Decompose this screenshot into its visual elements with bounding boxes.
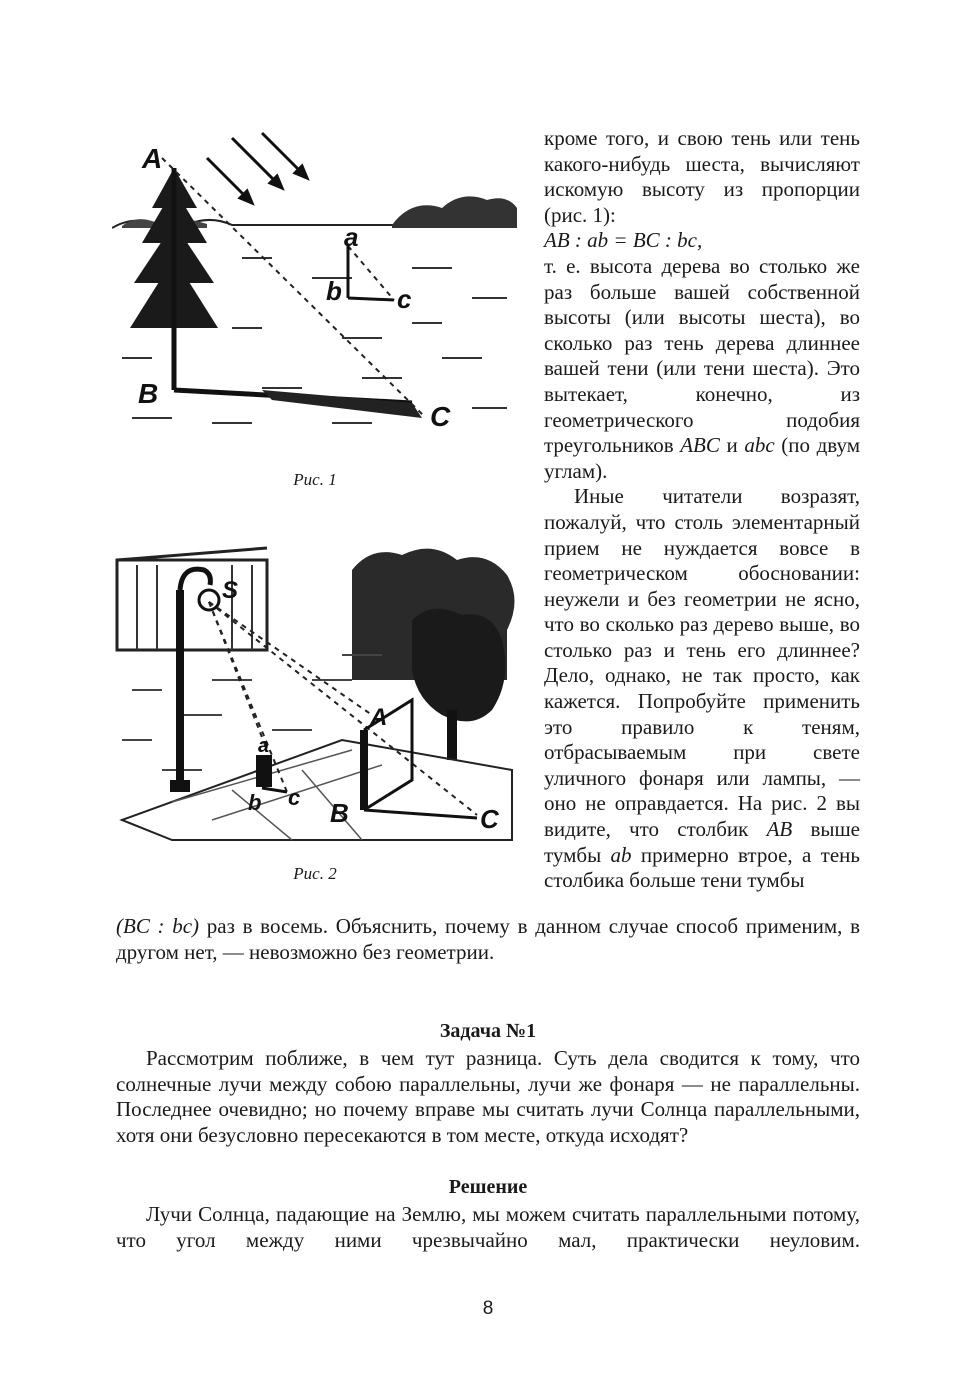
figure-1-drawing — [112, 128, 522, 438]
fig2-label-B: B — [330, 798, 349, 828]
figure-2-caption: Рис. 2 — [293, 864, 337, 883]
fig2-label-c: c — [288, 785, 301, 810]
continuation-text: раз в восемь. Объяснить, почему в данном случае способ применим, в другом нет, — невозможно без геометрии. — [116, 914, 861, 964]
fig1-label-a: a — [344, 222, 359, 252]
figure-2 — [112, 540, 522, 845]
ratio-BC-bc: (BC : bc) — [116, 914, 200, 938]
p3-end: примерно втрое, а тень столбика больше тени тумбы — [544, 842, 860, 893]
p2-and: и — [719, 433, 745, 458]
fig1-label-A: A — [142, 143, 163, 174]
figure-1 — [112, 128, 522, 438]
p2-abc-small: abc — [744, 433, 775, 458]
p3-ab: ab — [610, 842, 632, 867]
column-paragraph-3 — [544, 484, 860, 894]
fig1-label-B: B — [138, 378, 159, 409]
right-column — [544, 126, 860, 894]
p2-abc: ABC — [680, 433, 720, 458]
p3-text: Иные читатели возразят, пожалуй, что столь элементарный прием не нуждается вовсе в геометрическом обосновании: неужели и без геометрии не ясно, что во сколько раз дерево выше, во столько раз и тень его длиннее? Дело, однако, не так просто, как кажется. Попробуйте применить это правило к теням, отбрасываемым при свете уличного фонаря или лампы, — оно не оправдается. На рис. 2 вы видите, что столбик — [544, 484, 860, 842]
column-paragraph-2 — [544, 254, 860, 484]
page-number: 8 — [482, 1298, 494, 1319]
continuation-paragraph — [116, 914, 860, 965]
fig2-label-C: C — [480, 804, 499, 834]
p2-end: (по двум углам). — [544, 433, 860, 483]
solution-body — [116, 1202, 860, 1253]
proportion-formula: AB : ab = BC : bc, — [544, 228, 703, 253]
fig2-label-A: A — [370, 704, 388, 731]
fig1-label-c: c — [397, 284, 412, 314]
figure-1-caption: Рис. 1 — [293, 470, 337, 489]
task-text: Рассмотрим поближе, в чем тут разница. Суть дела сводится к тому, что солнечные лучи между собою параллельны, лучи же фонаря — не параллельны. Последнее очевидно; но почему вправе мы считать лучи Солнца параллельными, хотя они безусловно пересекаются в том месте, откуда исходят? — [116, 1046, 860, 1147]
fig2-label-b: b — [248, 790, 262, 815]
fig2-label-S: S — [222, 577, 239, 604]
p3-AB: AB — [766, 817, 793, 842]
solution-text: Лучи Солнца, падающие на Землю, мы можем считать параллельными потому, что угол между ними чрезвычайно мал, практически неуловим. — [116, 1202, 860, 1252]
fig1-label-C: C — [430, 401, 451, 432]
fig1-label-b: b — [326, 276, 342, 306]
solution-heading: Решение — [448, 1176, 528, 1198]
figure-2-drawing — [112, 540, 522, 845]
p3-mid: выше тумбы — [544, 817, 860, 867]
column-paragraph-1: кроме того, и свою тень или тень какого-нибудь шеста, вычисляют искомую высоту из пропорции (рис. 1): — [544, 126, 860, 227]
p2-text: т. е. высота дерева во столько же раз больше вашей собственной высоты (или высоты шеста), во сколько раз тень дерева длиннее вашей тени (или тени шеста). Это вытекает, конечно, из геометрического подобия треугольников — [544, 253, 860, 458]
fig2-label-a: a — [258, 735, 270, 757]
task-body — [116, 1046, 860, 1148]
task-heading: Задача №1 — [439, 1020, 537, 1042]
